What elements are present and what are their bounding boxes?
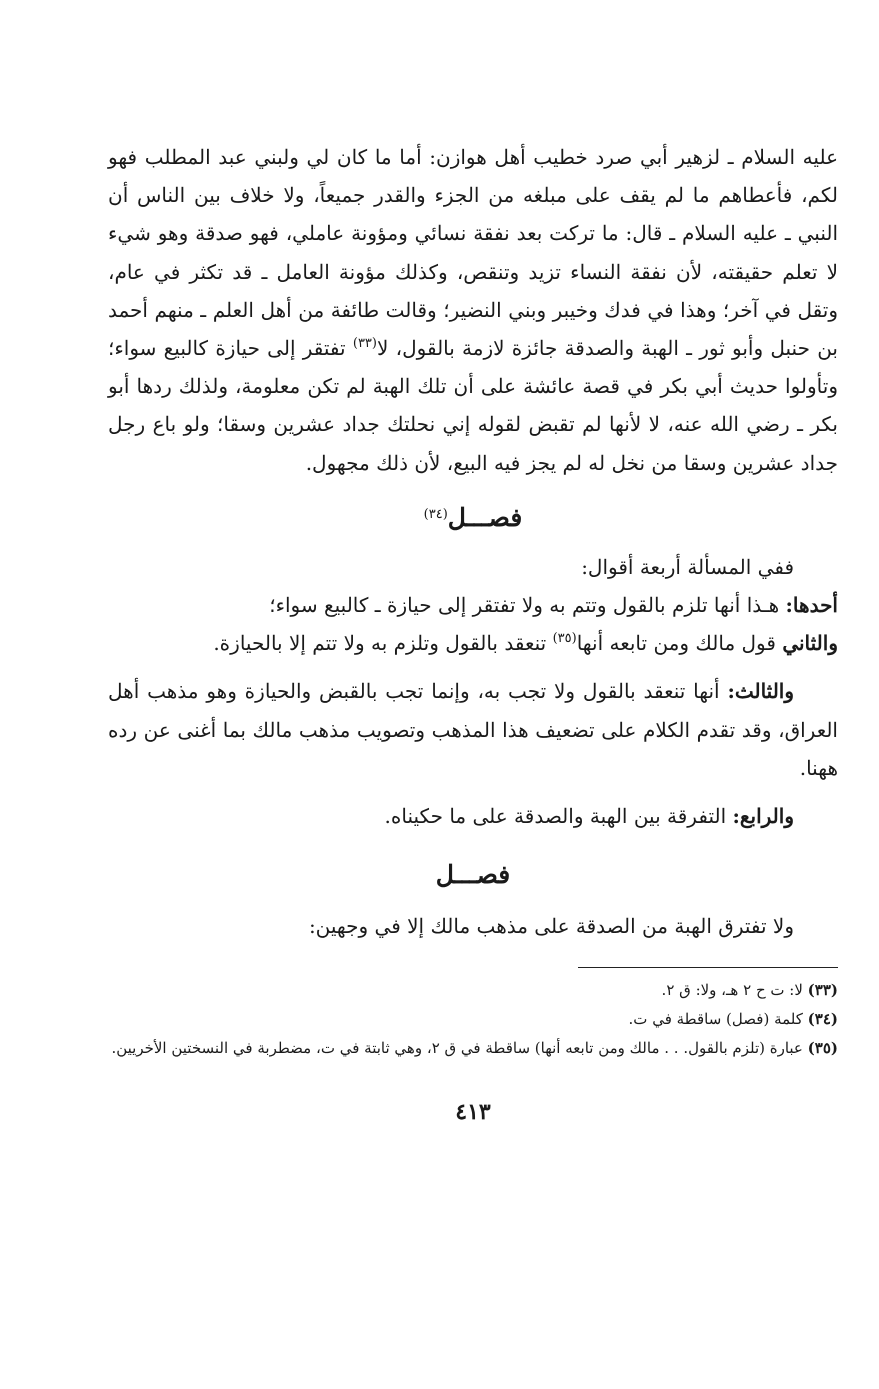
intro-line: ففي المسألة أربعة أقوال: [581,554,794,579]
footnote-ref-34[interactable]: (٣٤) [423,506,448,522]
footnote-33: (٣٣) لا: ت ح ٢ هـ، ولا: ق ٢. [661,981,838,1000]
opinion-4: والرابع: التفرقة بين الهبة والصدقة على ما حكيناه. [384,804,794,829]
opinion-1-label: أحدها: [785,593,838,618]
footnote-ref-35[interactable]: (٣٥) [552,631,577,647]
opinion-3-label: والثالث: [727,679,795,704]
footnote-34: (٣٤) كلمة (فصل) ساقطة في ت. [628,1010,838,1029]
footnote-35: (٣٥) عبارة (تلزم بالقول. . . مالك ومن تابعه أنها) ساقطة في ق ٢، وهي ثابتة في ت، مضطربة في النسختين الأخريين. [111,1039,838,1058]
page-content [108,138,838,1125]
opinion-1: أحدها: هـذا أنها تلزم بالقول وتتم به ولا تفتقر إلى حيازة ـ كالبيع سواء؛ [269,593,838,618]
opinion-4-label: والرابع: [732,804,794,829]
section-heading-2: فصـــل [435,860,511,890]
footnote-divider [578,967,838,968]
opinion-2-label: والثاني [782,631,838,656]
opinion-3: والثالث: أنها تنعقد بالقول ولا تجب به، وإنما تجب بالقبض والحيازة وهو مذهب أهل العراق، وقد تقدم الكلام على تضعيف هذا المذهب وتصويب مذهب مالك بما أغنى عن رده ههنا. [108,679,838,780]
paragraph-1: عليه السلام ـ لزهير أبي صرد خطيب أهل هوازن: أما ما كان لي ولبني عبد المطلب فهو لكم، فأعطاهم ما لم يقف على مبلغه من الجزء والقدر جميعاً، ولا خلاف بين الناس أن النبي ـ عليه السلام ـ قال: ما تركت بعد نفقة نسائي ومؤونة عاملي، فهو صدقة وهو شيء لا تعلم حقيقته، لأن نفقة النساء تزيد وتنقص، وكذلك مؤونة العامل ـ قد تكثر في عام، وتقل في آخر؛ وهذا في فدك وخيبر وبني النضير؛ وقالت طائفة من أهل العلم ـ منهم أحمد بن حنبل وأبو ثور ـ الهبة والصدقة جائزة لازمة بالقول، لا$^{(٣٣)}$ تفتقر إلى حيازة كالبيع سواء؛ وتأولوا حديث أبي بكر في قصة عائشة على أن تلك الهبة لم تكن معلومة، ولذلك ردها أبو بكر ـ رضي الله عنه، لا لأنها لم تقبض لقوله إني نحلتك جداد عشرين وسقا؛ ولو باع رجل جداد عشرين وسقا من نخل له لم يجز فيه البيع، لأن ذلك مجهول. [108,145,838,475]
footnotes [108,976,838,1063]
closing-line: ولا تفترق الهبة من الصدقة على مذهب مالك إلا في وجهين: [308,914,794,939]
page-number: ٤١٣ [455,1099,491,1126]
opinion-2: والثاني قول مالك ومن تابعه أنها$^{(٣٥)}$ تنعقد بالقول وتلزم به ولا تتم إلا بالحيازة. [213,631,838,656]
section-heading-1: فصـــل$^{(٣٤)}$ [423,502,523,532]
footnote-ref-33[interactable]: (٣٣) [352,336,377,352]
